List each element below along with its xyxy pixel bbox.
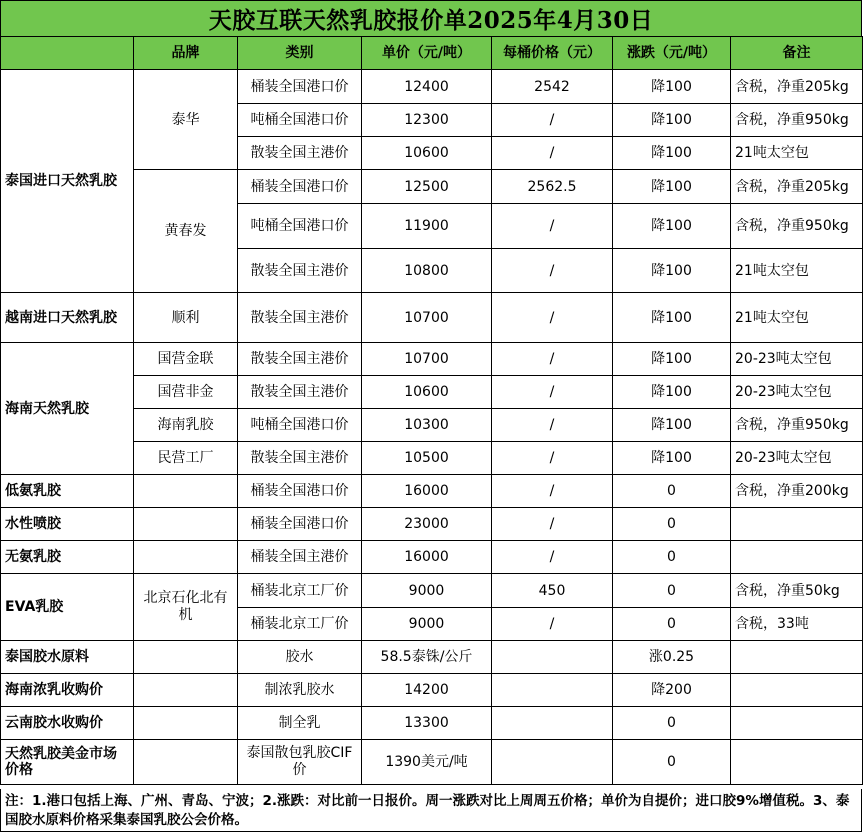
barrel-price-cell: / [492,541,613,574]
unit-price-cell: 13300 [362,707,492,740]
note-cell [731,541,863,574]
change-cell: 涨0.25 [613,641,731,674]
change-cell: 降100 [613,293,731,343]
type-cell: 桶装北京工厂价 [238,574,362,608]
table-row [1,343,863,376]
brand-cell: 民营工厂 [134,442,238,475]
type-cell: 吨桶全国港口价 [238,204,362,249]
unit-price-cell: 11900 [362,204,492,249]
type-cell: 制全乳 [238,707,362,740]
note-cell: 20-23吨太空包 [731,376,863,409]
header-category [1,37,134,70]
unit-price-cell: 23000 [362,508,492,541]
change-cell: 降100 [613,343,731,376]
unit-price-cell: 14200 [362,674,492,707]
change-cell: 0 [613,574,731,608]
brand-cell [134,740,238,785]
type-cell: 桶装全国港口价 [238,170,362,204]
brand-cell [134,541,238,574]
table-row [1,70,863,104]
table-row [1,707,863,740]
note-cell: 21吨太空包 [731,137,863,170]
type-cell: 散装全国主港价 [238,376,362,409]
change-cell: 降100 [613,204,731,249]
category-cell: 海南浓乳收购价 [1,674,134,707]
unit-price-cell: 1390美元/吨 [362,740,492,785]
barrel-price-cell [492,740,613,785]
table-row [1,293,863,343]
unit-price-cell: 10700 [362,343,492,376]
change-cell: 降100 [613,249,731,293]
change-cell: 降100 [613,137,731,170]
change-cell: 0 [613,508,731,541]
note-cell: 20-23吨太空包 [731,442,863,475]
note-cell [731,740,863,785]
unit-price-cell: 16000 [362,541,492,574]
brand-cell: 海南乳胶 [134,409,238,442]
type-cell: 散装全国主港价 [238,343,362,376]
change-cell: 降100 [613,442,731,475]
note-cell: 20-23吨太空包 [731,343,863,376]
barrel-price-cell: / [492,104,613,137]
note-cell: 21吨太空包 [731,249,863,293]
unit-price-cell: 9000 [362,608,492,641]
type-cell: 吨桶全国港口价 [238,409,362,442]
barrel-price-cell: / [492,204,613,249]
table-row [1,641,863,674]
barrel-price-cell [492,707,613,740]
header-change: 涨跌（元/吨） [613,37,731,70]
category-cell: 海南天然乳胶 [1,343,134,475]
type-cell: 桶装全国港口价 [238,475,362,508]
barrel-price-cell: / [492,409,613,442]
barrel-price-cell: 2562.5 [492,170,613,204]
type-cell: 散装全国主港价 [238,442,362,475]
unit-price-cell: 58.5泰铢/公斤 [362,641,492,674]
unit-price-cell: 10600 [362,137,492,170]
brand-cell [134,707,238,740]
unit-price-cell: 10300 [362,409,492,442]
note-cell: 含税，净重950kg [731,204,863,249]
brand-cell [134,641,238,674]
brand-cell: 国营金联 [134,343,238,376]
unit-price-cell: 10700 [362,293,492,343]
change-cell: 0 [613,608,731,641]
footer-note: 注：1.港口包括上海、广州、青岛、宁波；2.涨跌：对比前一日报价。周一涨跌对比上周周五价格；单价为自提价；进口胶9%增值税。3、泰国胶水原料价格采集泰国乳胶公会价格。 [0,789,862,832]
unit-price-cell: 12500 [362,170,492,204]
category-cell: EVA乳胶 [1,574,134,641]
category-cell: 天然乳胶美金市场价格 [1,740,134,785]
barrel-price-cell: / [492,249,613,293]
type-cell: 桶装全国港口价 [238,70,362,104]
barrel-price-cell: 450 [492,574,613,608]
barrel-price-cell: 2542 [492,70,613,104]
barrel-price-cell [492,641,613,674]
barrel-price-cell: / [492,475,613,508]
unit-price-cell: 10600 [362,376,492,409]
header-type: 类别 [238,37,362,70]
price-table [0,36,863,785]
note-cell: 21吨太空包 [731,293,863,343]
change-cell: 降100 [613,376,731,409]
note-cell: 含税，净重950kg [731,409,863,442]
category-cell: 低氨乳胶 [1,475,134,508]
barrel-price-cell: / [492,508,613,541]
brand-cell [134,674,238,707]
unit-price-cell: 12300 [362,104,492,137]
brand-cell: 泰华 [134,70,238,170]
unit-price-cell: 10800 [362,249,492,293]
note-cell: 含税，净重950kg [731,104,863,137]
note-cell [731,508,863,541]
type-cell: 散装全国主港价 [238,137,362,170]
unit-price-cell: 12400 [362,70,492,104]
barrel-price-cell: / [492,608,613,641]
category-cell: 无氨乳胶 [1,541,134,574]
barrel-price-cell: / [492,442,613,475]
type-cell: 桶装北京工厂价 [238,608,362,641]
category-cell: 越南进口天然乳胶 [1,293,134,343]
change-cell: 降100 [613,170,731,204]
barrel-price-cell: / [492,343,613,376]
note-cell [731,641,863,674]
brand-cell: 北京石化北有机 [134,574,238,641]
category-cell: 云南胶水收购价 [1,707,134,740]
note-cell [731,674,863,707]
type-cell: 制浓乳胶水 [238,674,362,707]
unit-price-cell: 10500 [362,442,492,475]
unit-price-cell: 16000 [362,475,492,508]
type-cell: 散装全国主港价 [238,249,362,293]
table-row [1,674,863,707]
type-cell: 吨桶全国港口价 [238,104,362,137]
header-brand: 品牌 [134,37,238,70]
note-cell: 含税，净重205kg [731,70,863,104]
table-row [1,574,863,608]
type-cell: 散装全国主港价 [238,293,362,343]
change-cell: 0 [613,740,731,785]
category-cell: 泰国胶水原料 [1,641,134,674]
change-cell: 0 [613,541,731,574]
type-cell: 胶水 [238,641,362,674]
type-cell: 泰国散包乳胶CIF价 [238,740,362,785]
table-row [1,508,863,541]
change-cell: 0 [613,707,731,740]
unit-price-cell: 9000 [362,574,492,608]
table-row [1,740,863,785]
barrel-price-cell: / [492,137,613,170]
barrel-price-cell [492,674,613,707]
note-cell: 含税，净重205kg [731,170,863,204]
change-cell: 降100 [613,70,731,104]
type-cell: 桶装全国主港价 [238,541,362,574]
brand-cell [134,508,238,541]
brand-cell [134,475,238,508]
category-cell: 泰国进口天然乳胶 [1,70,134,293]
brand-cell: 国营非金 [134,376,238,409]
brand-cell: 顺利 [134,293,238,343]
type-cell: 桶装全国港口价 [238,508,362,541]
change-cell: 0 [613,475,731,508]
change-cell: 降200 [613,674,731,707]
header-row [1,37,863,70]
header-barrel-price: 每桶价格（元） [492,37,613,70]
note-cell: 含税，净重50kg [731,574,863,608]
header-note: 备注 [731,37,863,70]
brand-cell: 黄春发 [134,170,238,293]
category-cell: 水性喷胶 [1,508,134,541]
table-row [1,541,863,574]
barrel-price-cell: / [492,376,613,409]
change-cell: 降100 [613,104,731,137]
note-cell: 含税，33吨 [731,608,863,641]
table-row [1,475,863,508]
note-cell: 含税，净重200kg [731,475,863,508]
barrel-price-cell: / [492,293,613,343]
sheet-title: 天胶互联天然乳胶报价单2025年4月30日 [0,0,862,37]
note-cell [731,707,863,740]
header-unit-price: 单价（元/吨） [362,37,492,70]
change-cell: 降100 [613,409,731,442]
